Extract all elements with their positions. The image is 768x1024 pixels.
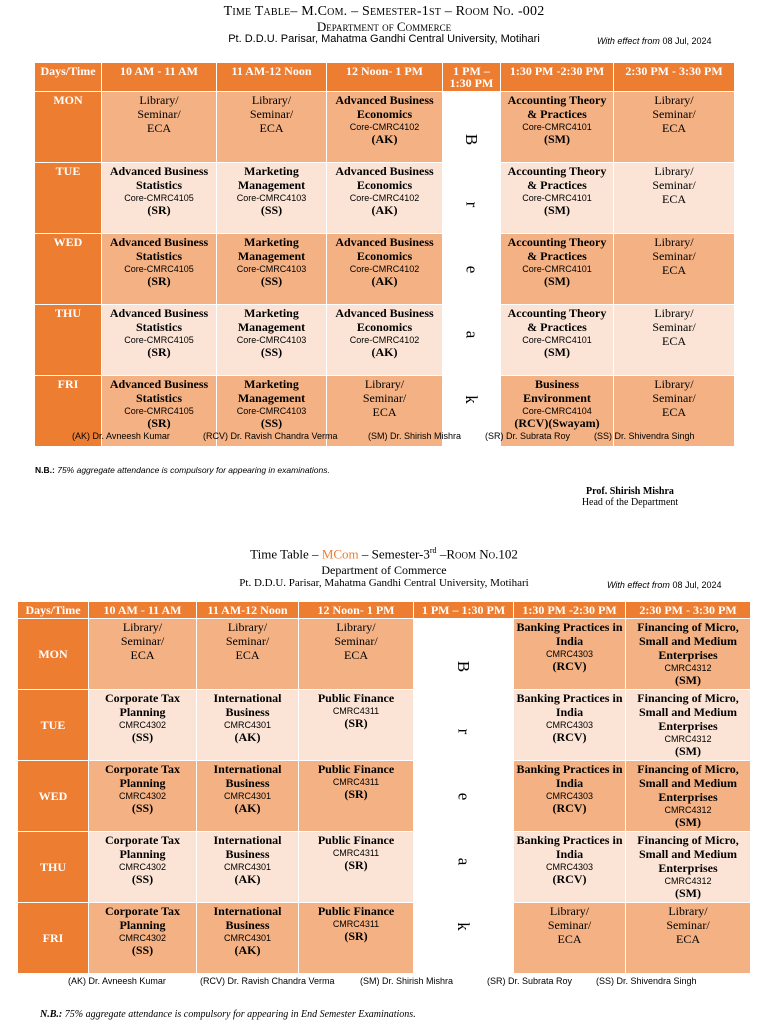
course-code: CMRC4311 xyxy=(332,848,380,858)
course-code: Core-CMRC4103 xyxy=(236,264,307,274)
legend-item: (SR) Dr. Subrata Roy xyxy=(487,976,573,986)
timetable2-title xyxy=(0,546,768,562)
course-name: Advanced Business Statistics xyxy=(109,377,209,405)
faculty-initials: (AK) xyxy=(234,801,261,815)
faculty-initials: (SS) xyxy=(260,345,283,359)
faculty-initials: (SR) xyxy=(344,929,368,943)
column-header: Days/Time xyxy=(35,63,102,92)
effective-label: With effect from xyxy=(607,580,670,590)
course-name: Advanced Business Economics xyxy=(335,235,434,263)
break-letter: B xyxy=(454,660,473,672)
day-cell: TUE xyxy=(18,690,89,761)
timetable1-note xyxy=(35,465,330,475)
course-code: CMRC4303 xyxy=(545,649,594,659)
course-name: Public Finance xyxy=(317,904,395,918)
faculty-initials: (SM) xyxy=(544,132,570,146)
course-name: Advanced Business Economics xyxy=(335,306,434,334)
course-code: CMRC4312 xyxy=(664,876,712,886)
faculty-initials: (SM) xyxy=(675,815,701,829)
faculty-initials: (RCV) xyxy=(552,659,587,673)
faculty-initials: (SS) xyxy=(131,730,154,744)
course-name: Accounting Theory & Practices xyxy=(507,93,607,121)
course-code: Core-CMRC4102 xyxy=(349,335,420,345)
course-code: Core-CMRC4105 xyxy=(124,264,194,274)
legend-item: (SM) Dr. Shirish Mishra xyxy=(368,431,462,441)
course-name: Library/ Seminar/ ECA xyxy=(652,164,696,206)
course-name: Library/ Seminar/ ECA xyxy=(225,620,270,662)
day-cell: MON xyxy=(35,92,102,163)
timetable2-address: Pt. D.D.U. Parisar, Mahatma Gandhi Central University, Motihari xyxy=(239,577,529,589)
course-code: Core-CMRC4103 xyxy=(236,193,307,203)
course-cell xyxy=(299,761,414,832)
note-label: N.B.: xyxy=(35,465,55,475)
break-letter: k xyxy=(454,921,473,931)
course-code: CMRC4311 xyxy=(332,706,380,716)
course-name: Corporate Tax Planning xyxy=(105,833,180,861)
course-name: Library/ Seminar/ ECA xyxy=(120,620,165,662)
title-sup: rd xyxy=(429,546,437,555)
course-code: CMRC4311 xyxy=(332,919,380,929)
course-cell xyxy=(299,832,414,903)
legend-item: (AK) Dr. Avneesh Kumar xyxy=(72,431,170,441)
column-header: 10 AM - 11 AM xyxy=(102,63,217,92)
faculty-initials: (SS) xyxy=(260,416,283,430)
faculty-initials: (SM) xyxy=(544,345,570,359)
column-header: 1:30 PM -2:30 PM xyxy=(514,602,626,619)
course-code: CMRC4311 xyxy=(332,777,380,787)
faculty-initials: (AK) xyxy=(371,203,398,217)
break-letter: a xyxy=(461,330,481,338)
course-cell xyxy=(514,761,626,832)
faculty-initials: (RCV)(Swayam) xyxy=(514,416,600,430)
timetable1-grid xyxy=(34,62,735,447)
column-header: 1:30 PM -2:30 PM xyxy=(501,63,614,92)
timetable1-address: Pt. D.D.U. Parisar, Mahatma Gandhi Central University, Motihari xyxy=(228,33,540,45)
course-cell xyxy=(299,690,414,761)
legend-item: (SM) Dr. Shirish Mishra xyxy=(360,976,454,986)
faculty-initials: (SM) xyxy=(544,274,570,288)
course-name: Banking Practices in India xyxy=(516,691,623,719)
course-cell xyxy=(217,163,327,234)
course-code: CMRC4312 xyxy=(664,805,712,815)
course-name: Marketing Management xyxy=(237,235,306,263)
break-column xyxy=(414,619,514,974)
faculty-initials: (SR) xyxy=(344,716,368,730)
legend-item: (SS) Dr. Shivendra Singh xyxy=(596,976,697,986)
course-cell xyxy=(614,163,735,234)
course-name: Library/ Seminar/ ECA xyxy=(652,306,696,348)
signature-block xyxy=(560,486,700,508)
course-name: International Business xyxy=(213,833,282,861)
course-code: Core-CMRC4103 xyxy=(236,406,307,416)
course-cell xyxy=(102,92,217,163)
course-cell xyxy=(626,619,751,690)
note-label: N.B.: xyxy=(40,1009,63,1020)
column-header: 11 AM-12 Noon xyxy=(197,602,299,619)
course-code: CMRC4301 xyxy=(223,862,272,872)
course-cell xyxy=(89,903,197,974)
table-row xyxy=(35,163,735,234)
course-code: CMRC4301 xyxy=(223,933,272,943)
course-cell xyxy=(89,690,197,761)
note-text: 75% aggregate attendance is compulsory for appearing in examinations. xyxy=(57,465,330,475)
course-name: Accounting Theory & Practices xyxy=(507,164,607,192)
table-row xyxy=(18,832,751,903)
faculty-initials: (SM) xyxy=(675,673,701,687)
column-header: 11 AM-12 Noon xyxy=(217,63,327,92)
faculty-initials: (RCV) xyxy=(552,730,587,744)
faculty-initials: (AK) xyxy=(371,345,398,359)
table-row xyxy=(18,690,751,761)
faculty-initials: (RCV) xyxy=(552,872,587,886)
column-header: 10 AM - 11 AM xyxy=(89,602,197,619)
day-cell: THU xyxy=(35,305,102,376)
faculty-initials: (SR) xyxy=(147,203,171,217)
faculty-initials: (SR) xyxy=(147,416,171,430)
course-code: CMRC4301 xyxy=(223,791,272,801)
faculty-initials: (SS) xyxy=(131,872,154,886)
course-cell xyxy=(217,92,327,163)
course-name: Financing of Micro, Small and Medium Enterprises xyxy=(637,833,739,875)
course-name: Marketing Management xyxy=(237,306,306,334)
course-code: CMRC4312 xyxy=(664,734,712,744)
timetable2-department: Department of Commerce xyxy=(321,563,447,577)
course-name: Advanced Business Statistics xyxy=(109,164,209,192)
title-part: Time Table – xyxy=(250,546,319,562)
course-code: CMRC4301 xyxy=(223,720,272,730)
course-name: Financing of Micro, Small and Medium Enterprises xyxy=(637,620,739,662)
timetable1-effective xyxy=(597,36,712,46)
break-column xyxy=(443,92,501,447)
course-code: Core-CMRC4101 xyxy=(522,335,592,345)
effective-label: With effect from xyxy=(597,36,660,46)
course-cell xyxy=(514,903,626,974)
table-row xyxy=(18,761,751,832)
course-cell xyxy=(327,234,443,305)
course-name: Advanced Business Economics xyxy=(335,93,434,121)
timetable2-note xyxy=(40,1009,416,1020)
course-name: Accounting Theory & Practices xyxy=(507,235,607,263)
course-cell xyxy=(217,234,327,305)
faculty-initials: (AK) xyxy=(371,274,398,288)
course-cell xyxy=(626,690,751,761)
table-row xyxy=(18,903,751,974)
day-cell: WED xyxy=(35,234,102,305)
legend-item: (SS) Dr. Shivendra Singh xyxy=(594,431,695,441)
course-cell xyxy=(614,305,735,376)
day-cell: FRI xyxy=(18,903,89,974)
course-code: CMRC4302 xyxy=(118,862,167,872)
faculty-initials: (SR) xyxy=(147,274,171,288)
table-row xyxy=(18,619,751,690)
course-cell xyxy=(626,903,751,974)
faculty-initials: (SS) xyxy=(131,801,154,815)
course-name: Library/ Seminar/ ECA xyxy=(666,904,710,946)
course-cell xyxy=(197,761,299,832)
course-cell xyxy=(501,305,614,376)
course-cell xyxy=(89,761,197,832)
column-header: 12 Noon- 1 PM xyxy=(327,63,443,92)
timetable2-legend xyxy=(0,976,768,988)
course-cell xyxy=(501,92,614,163)
faculty-initials: (SM) xyxy=(675,744,701,758)
column-header: 1 PM – 1:30 PM xyxy=(414,602,514,619)
faculty-initials: (RCV) xyxy=(552,801,587,815)
course-name: Advanced Business Economics xyxy=(335,164,434,192)
break-letter: k xyxy=(462,394,481,404)
faculty-initials: (SS) xyxy=(131,943,154,957)
course-name: Business Environment xyxy=(523,377,591,405)
course-name: Financing of Micro, Small and Medium Enterprises xyxy=(637,691,739,733)
course-cell xyxy=(514,832,626,903)
course-code: Core-CMRC4102 xyxy=(349,193,420,203)
course-name: Banking Practices in India xyxy=(516,833,623,861)
course-cell xyxy=(299,903,414,974)
course-cell xyxy=(89,619,197,690)
course-cell xyxy=(514,619,626,690)
course-code: Core-CMRC4101 xyxy=(522,264,592,274)
faculty-initials: (SR) xyxy=(344,858,368,872)
faculty-initials: (SR) xyxy=(147,345,171,359)
break-letter: e xyxy=(453,792,473,800)
faculty-initials: (SS) xyxy=(260,203,283,217)
signatory-name: Prof. Shirish Mishra xyxy=(586,486,674,497)
course-cell xyxy=(197,690,299,761)
course-name: Corporate Tax Planning xyxy=(105,904,180,932)
course-name: Public Finance xyxy=(317,833,395,847)
course-cell xyxy=(102,305,217,376)
course-cell xyxy=(197,903,299,974)
course-code: CMRC4303 xyxy=(545,862,594,872)
course-name: Corporate Tax Planning xyxy=(105,691,180,719)
timetable1-title: Time Table– M.Com. – Semester-1st – Room No. -002 xyxy=(223,4,545,19)
course-name: Library/ Seminar/ ECA xyxy=(334,620,378,662)
faculty-initials: (SM) xyxy=(675,886,701,900)
course-name: Banking Practices in India xyxy=(516,620,623,648)
course-name: Library/ Seminar/ ECA xyxy=(547,904,592,946)
course-code: Core-CMRC4105 xyxy=(124,335,194,345)
day-cell: THU xyxy=(18,832,89,903)
table-row xyxy=(35,234,735,305)
column-header: 12 Noon- 1 PM xyxy=(299,602,414,619)
day-cell: FRI xyxy=(35,376,102,447)
course-cell xyxy=(89,832,197,903)
course-code: Core-CMRC4105 xyxy=(124,406,194,416)
course-code: Core-CMRC4105 xyxy=(124,193,194,203)
course-code: Core-CMRC4101 xyxy=(522,193,592,203)
course-name: Library/ Seminar/ ECA xyxy=(652,377,696,419)
legend-item: (RCV) Dr. Ravish Chandra Verma xyxy=(203,431,338,441)
course-name: Marketing Management xyxy=(237,164,306,192)
course-code: Core-CMRC4101 xyxy=(522,122,592,132)
course-cell xyxy=(614,234,735,305)
course-code: Core-CMRC4102 xyxy=(349,264,420,274)
course-cell xyxy=(614,92,735,163)
course-cell xyxy=(501,163,614,234)
course-name: Library/ Seminar/ ECA xyxy=(652,93,696,135)
course-code: Core-CMRC4102 xyxy=(349,122,420,132)
course-cell xyxy=(299,619,414,690)
effective-date: 08 Jul, 2024 xyxy=(662,36,712,46)
timetable2-grid xyxy=(17,601,751,974)
faculty-initials: (AK) xyxy=(234,730,261,744)
course-cell xyxy=(327,163,443,234)
timetable1-legend xyxy=(0,431,768,443)
course-name: International Business xyxy=(213,904,282,932)
course-code: CMRC4303 xyxy=(545,791,594,801)
legend-item: (SR) Dr. Subrata Roy xyxy=(485,431,571,441)
course-name: Financing of Micro, Small and Medium Enterprises xyxy=(637,762,739,804)
break-letter: e xyxy=(461,265,481,273)
title-room: –Room No.102 xyxy=(439,546,518,562)
course-code: CMRC4302 xyxy=(118,720,167,730)
title-program: MCom xyxy=(321,546,359,562)
column-header: 2:30 PM - 3:30 PM xyxy=(626,602,751,619)
course-name: Library/ Seminar/ ECA xyxy=(652,235,696,277)
course-code: CMRC4302 xyxy=(118,791,167,801)
course-name: Banking Practices in India xyxy=(516,762,623,790)
faculty-initials: (SR) xyxy=(344,787,368,801)
course-cell xyxy=(102,163,217,234)
effective-date: 08 Jul, 2024 xyxy=(672,580,722,590)
course-code: CMRC4302 xyxy=(118,933,167,943)
course-code: CMRC4303 xyxy=(545,720,594,730)
course-cell xyxy=(102,234,217,305)
course-name: Library/ Seminar/ ECA xyxy=(362,377,407,419)
course-name: Library/ Seminar/ ECA xyxy=(249,93,294,135)
legend-item: (RCV) Dr. Ravish Chandra Verma xyxy=(200,976,335,986)
course-name: Public Finance xyxy=(317,762,395,776)
break-letter: r xyxy=(453,728,473,734)
day-cell: MON xyxy=(18,619,89,690)
course-cell xyxy=(626,761,751,832)
column-header: 1 PM – 1:30 PM xyxy=(443,63,501,92)
course-name: Corporate Tax Planning xyxy=(105,762,180,790)
break-letter: r xyxy=(461,201,481,207)
legend-item: (AK) Dr. Avneesh Kumar xyxy=(68,976,166,986)
course-code: Core-CMRC4103 xyxy=(236,335,307,345)
course-name: Advanced Business Statistics xyxy=(109,306,209,334)
column-header: Days/Time xyxy=(18,602,89,619)
timetable2-effective xyxy=(607,580,722,590)
course-cell xyxy=(327,305,443,376)
course-name: Advanced Business Statistics xyxy=(109,235,209,263)
course-cell xyxy=(327,92,443,163)
faculty-initials: (AK) xyxy=(234,872,261,886)
table-row xyxy=(35,92,735,163)
break-letter: B xyxy=(462,133,481,145)
faculty-initials: (AK) xyxy=(234,943,261,957)
note-text: 75% aggregate attendance is compulsory for appearing in End Semester Examinations. xyxy=(64,1009,416,1020)
break-letter: a xyxy=(453,857,473,865)
course-name: International Business xyxy=(213,762,282,790)
timetable1-department: Department of Commerce xyxy=(316,19,452,34)
signatory-title: Head of the Department xyxy=(581,497,679,508)
course-cell xyxy=(626,832,751,903)
course-name: Marketing Management xyxy=(237,377,306,405)
column-header: 2:30 PM - 3:30 PM xyxy=(614,63,735,92)
course-name: Accounting Theory & Practices xyxy=(507,306,607,334)
faculty-initials: (SS) xyxy=(260,274,283,288)
course-cell xyxy=(501,234,614,305)
title-part: – Semester-3 xyxy=(361,546,430,562)
course-name: International Business xyxy=(213,691,282,719)
day-cell: WED xyxy=(18,761,89,832)
faculty-initials: (AK) xyxy=(371,132,398,146)
day-cell: TUE xyxy=(35,163,102,234)
table-row xyxy=(35,305,735,376)
course-cell xyxy=(217,305,327,376)
course-name: Library/ Seminar/ ECA xyxy=(137,93,181,135)
course-code: CMRC4312 xyxy=(664,663,712,673)
faculty-initials: (SM) xyxy=(544,203,570,217)
course-cell xyxy=(197,832,299,903)
course-cell xyxy=(197,619,299,690)
course-code: Core-CMRC4104 xyxy=(522,406,592,416)
course-cell xyxy=(514,690,626,761)
course-name: Public Finance xyxy=(317,691,395,705)
